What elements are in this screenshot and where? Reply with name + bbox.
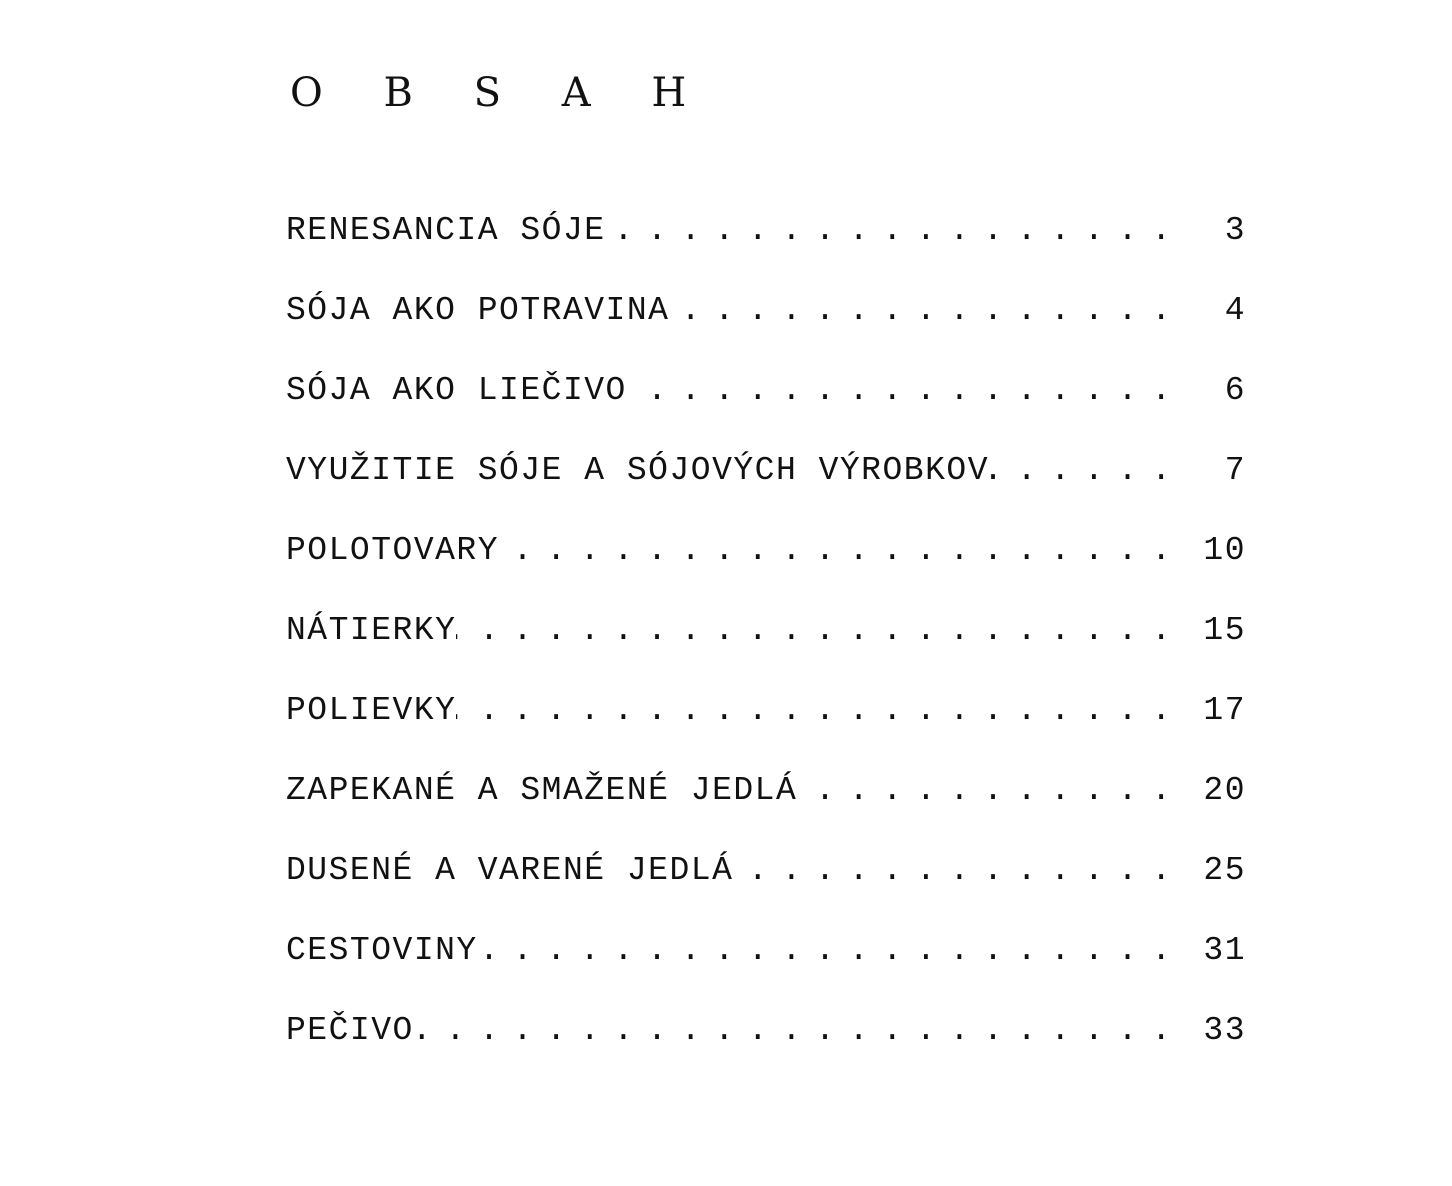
toc-entry-page: 25 — [1203, 851, 1246, 889]
dot-leader — [456, 692, 1186, 729]
toc-entry-label: SÓJA AKO LIEČIVO — [286, 371, 627, 409]
toc-entry-page: 3 — [1224, 211, 1246, 249]
toc-entry-label: ZAPEKANÉ A SMAŽENÉ JEDLÁ — [286, 771, 798, 809]
toc-entry-page: 17 — [1203, 691, 1246, 729]
toc-entry — [286, 590, 1246, 670]
page-title: O B S A H — [290, 70, 711, 116]
toc-entry — [286, 190, 1246, 270]
toc-entry-label: POLOTOVARY — [286, 531, 500, 569]
toc-entry-label: POLIEVKY — [286, 691, 457, 729]
toc-entry — [286, 990, 1246, 1070]
dot-leader — [627, 372, 1186, 409]
toc-entry-label: SÓJA AKO POTRAVINA — [286, 291, 670, 329]
toc-entry — [286, 430, 1246, 510]
toc-entry-label: VYUŽITIE SÓJE A SÓJOVÝCH VÝROBKOV — [286, 451, 990, 489]
toc-entry-label: NÁTIERKY — [286, 611, 457, 649]
dot-leader — [414, 1012, 1186, 1049]
dot-leader — [989, 452, 1186, 489]
toc-entry — [286, 830, 1246, 910]
toc-entry — [286, 510, 1246, 590]
toc-entry-label: DUSENÉ A VARENÉ JEDLÁ — [286, 851, 734, 889]
dot-leader — [797, 772, 1186, 809]
toc-entry — [286, 350, 1246, 430]
dot-leader — [499, 532, 1186, 569]
toc-entry-page: 20 — [1203, 771, 1246, 809]
toc-entry — [286, 910, 1246, 990]
toc-entry — [286, 670, 1246, 750]
dot-leader — [478, 932, 1186, 969]
toc-entry-label: PEČIVO — [286, 1011, 414, 1049]
toc-entry-page: 4 — [1224, 291, 1246, 329]
toc-entry — [286, 270, 1246, 350]
toc-entry-page: 33 — [1203, 1011, 1246, 1049]
toc-entry-label: CESTOVINY — [286, 931, 478, 969]
toc-entry-page: 7 — [1224, 451, 1246, 489]
dot-leader — [606, 212, 1186, 249]
toc-entry-page: 31 — [1203, 931, 1246, 969]
toc-entry — [286, 750, 1246, 830]
toc-entry-label: RENESANCIA SÓJE — [286, 211, 606, 249]
table-of-contents — [286, 190, 1246, 1070]
toc-entry-page: 10 — [1203, 531, 1246, 569]
dot-leader — [669, 292, 1186, 329]
dot-leader — [733, 852, 1186, 889]
toc-entry-page: 6 — [1224, 371, 1246, 409]
dot-leader — [456, 612, 1186, 649]
toc-entry-page: 15 — [1203, 611, 1246, 649]
